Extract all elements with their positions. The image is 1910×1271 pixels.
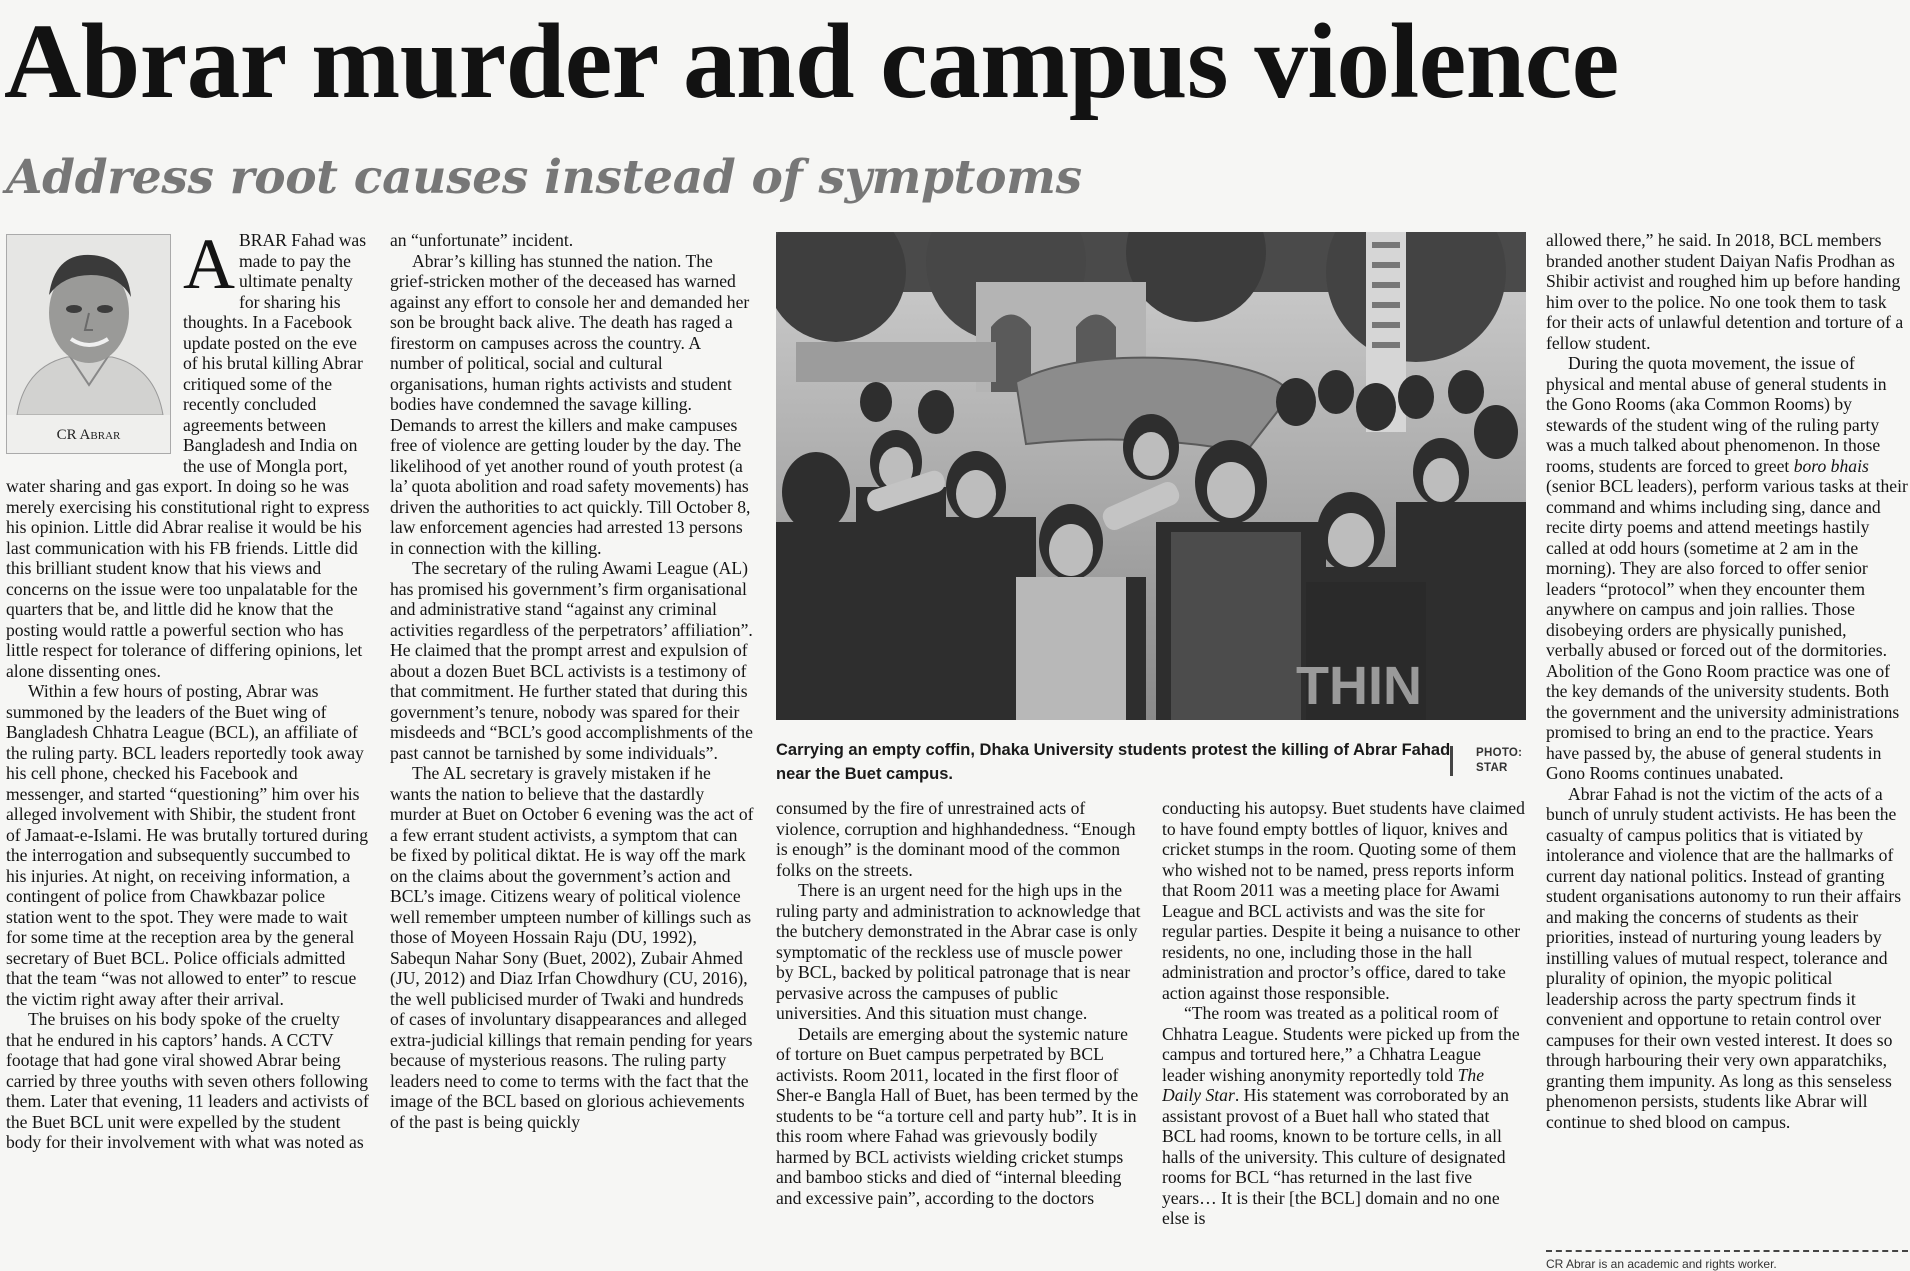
italic-term: boro bhais <box>1793 455 1869 476</box>
svg-text:THIN: THIN <box>1296 656 1422 716</box>
paragraph: an “unfortunate” incident. <box>390 230 574 250</box>
paragraph: The bruises on his body spoke of the cruelty that he endured in his captors’ hands. A CCTV footage that had gone viral showed Abrar being carried by three youths with seven others following them. Later that evening, 11 leaders and activists of the Buet BCL unit were expelled by the student body for their involvement with what was noted as <box>6 1009 369 1152</box>
paragraph: allowed there,” he said. In 2018, BCL members branded another student Daiyan Nafis Prodhan as Shibir activist and roughed him up before handing him over to the police. No one took them to task for their acts of unlawful detention and torture of a fellow student. <box>1546 230 1904 353</box>
paragraph-text: “The room was treated as a political room of Chhatra League. Students were picked up from the campus and tortured here,” a Chhatra League leader wishing anonymity reportedly told <box>1162 1003 1520 1085</box>
author-name: CR Abrar <box>56 426 121 443</box>
paragraph: conducting his autopsy. Buet students have claimed to have found empty bottles of liquor, knives and cricket stumps in the room. Quoting some of them who wished not to be named, press reports inform that Room 2011 was a meeting place for Awami League and BCL activists and was the site for regular parties. Despite it being a nuisance to other residents, no one, including those in the hall administration and proctor’s office, dared to take action against those responsible. <box>1162 798 1525 1003</box>
coffin-procession-image-icon <box>776 232 1526 720</box>
article-column-2 <box>390 230 754 1262</box>
paragraph: Abrar Fahad is not the victim of the acts of a bunch of unruly student activists. He has been the casualty of campus politics that is vitiated by intolerance and violence that are the hallmarks of current day national politics. Instead of granting student organisations autonomy to run their affairs and making the concerns of students as their priorities, instead of nurturing young leaders by instilling values of mutual respect, tolerance and plurality of opinion, the myopic political leadership across the party spectrum finds it convenient and opportune to retain control over campuses for their own vested interest. It does so through harbouring their very own apparatchiks, granting them impunity. As long as this senseless phenomenon persists, students like Abrar will continue to shed blood on campus. <box>1546 783 1902 1132</box>
paragraph: BRAR Fahad was made to pay the ultimate penalty for sharing his thoughts. In a Facebook update posted on the eve of his brutal killing Abrar critiqued some of the recently concluded agreements between Bangladesh and India on the use of Mongla port, water sharing and gas export. In doing so he was merely exercising his constitutional right to express his opinion. Little did Abrar realise it would be his last communication with his FB friends. Little did this brilliant student know that his views and concerns on the issue were too unpalatable for the quarters that be, and little did he know that the posting would rattle a powerful section who has little respect for tolerance of differing opinions, let alone dissenting ones. <box>6 230 370 681</box>
paragraph: Details are emerging about the systemic nature of torture on Buet campus perpetrated by BCL activists. Room 2011, located in the first floor of Sher-e Bangla Hall of Buet, has been termed by the students to be “a torture cell and party hub”. It is in this room where Fahad was grievously bodily harmed by BCL activists wielding cricket stumps and bamboo sticks and died of “internal bleeding and excessive pain”, according to the doctors <box>776 1023 1139 1208</box>
paragraph: consumed by the fire of unrestrained acts of violence, corruption and highhandedness. “Enough is enough” is the dominant mood of the common folks on the streets. <box>776 798 1136 880</box>
paragraph-text: (senior BCL leaders), perform various tasks at their command and whims including sing, dance and recite dirty poems and attend meetings hastily called at odd hours (sometime at 2 am in the morning). They are also forced to offer senior leaders “protocol” when they encounter them anywhere on campus and join rallies. Those disobeying orders are physically punished, verbally abused or forced out of the dormitories. Abolition of the Gono Room practice was one of the key demands of the university students. Both the government and the university administrations promised to bring an end to the practice. Years have passed by, the abuse of general students in Gono Rooms continues unabated. <box>1546 476 1908 783</box>
headline: Abrar murder and campus violence <box>4 3 1619 121</box>
paragraph: Abrar’s killing has stunned the nation. The grief-stricken mother of the deceased has warned against any effort to console her and demanded her son be brought back alive. The death has raged a firestorm on campuses across the country. A number of political, social and cultural organisations, human rights activists and student bodies have condemned the savage killing. Demands to arrest the killers and make campuses free of violence are getting louder by the day. The likelihood of yet another round of youth protest (a la’ quota abolition and road safety movements) has driven the authorities to act quickly. Till October 8, law enforcement agencies had arrested 13 persons in connection with the killing. <box>390 250 751 558</box>
drop-cap: A <box>183 230 235 304</box>
paragraph <box>1162 1003 1526 1229</box>
article-column-5 <box>1546 230 1908 1246</box>
subheadline: Address root causes instead of symptoms <box>6 150 1082 205</box>
paragraph: There is an urgent need for the high ups in the ruling party and administration to acknowledge that the butchery demonstrated in the Abrar case is only symptomatic of the reckless use of muscle power by BCL, backed by political patronage that is near pervasive across the campuses of public universities. And this situation must change. <box>776 880 1141 1023</box>
author-bio: CR Abrar is an academic and rights worker. <box>1546 1257 1777 1271</box>
article-column-3 <box>776 798 1142 1262</box>
protest-photo <box>776 232 1526 720</box>
article-column-4 <box>1162 798 1526 1262</box>
paragraph: The AL secretary is gravely mistaken if he wants the nation to believe that the dastardly murder at Buet on October 6 evening was the act of a few errant student activists, a symptom that can be fixed by political diktat. He is way off the mark on the claims about the government’s action and BCL’s image. Citizens weary of political violence well remember umpteen number of killings such as those of Moyeen Hossain Raju (DU, 1992), Sabequn Nahar Sony (Buet, 2002), Zubair Ahmed (JU, 2012) and Diaz Irfan Chowdhury (CU, 2016), the well publicised murder of Twaki and hundreds of cases of involuntary disappearances and alleged extra-judicial killings that remain pending for years because of mysterious reasons. The ruling party leaders need to come to terms with the fact that the image of the BCL based on glorious achievements of the past is being quickly <box>390 763 754 1132</box>
credit-divider <box>1450 746 1453 776</box>
paragraph: The secretary of the ruling Awami League (AL) has promised his government’s firm organisational and administrative stand “against any criminal activities regardless of the perpetrators’ affiliation”. He claimed that the prompt arrest and expulsion of about a dozen Buet BCL activists is a testimony of that commitment. He further stated that during this government’s tenure, nobody was spared for their misdeeds and “BCL’s good accomplishments of the past cannot be tarnished by some individuals”. <box>390 558 753 763</box>
paragraph-text: During the quota movement, the issue of physical and mental abuse of general students in the Gono Rooms (aka Common Rooms) by stewards of the student wing of the ruling party was a much talked about phenomenon. In those rooms, students are forced to greet <box>1546 353 1887 476</box>
newspaper-name: The Daily Star <box>1162 1064 1484 1105</box>
paragraph-text: . His statement was corroborated by an assistant provost of a Buet hall who stated that BCL had rooms, known to be torture cells, in all halls of the university. This culture of designated rooms for BCL “has returned in the last five years… It is their [the BCL] domain and no one else is <box>1162 1085 1509 1228</box>
photo-credit <box>1476 746 1526 776</box>
photo-caption: Carrying an empty coffin, Dhaka University students protest the killing of Abrar Fahad near the Buet campus. <box>776 741 1451 783</box>
photo-credit-source: STAR <box>1476 762 1508 774</box>
paragraph <box>1546 353 1908 784</box>
author-photo <box>6 234 171 454</box>
paragraph: Within a few hours of posting, Abrar was summoned by the leaders of the Buet wing of Bangladesh Chhatra League (BCL), an affiliate of the ruling party. BCL leaders reportedly took away his cell phone, checked his Facebook and messenger, and started “questioning” him over his alleged involvement with Shibir, the student front of Jamaat-e-Islami. He was brutally tortured during the interrogation and subsequently succumbed to his injuries. At night, on receiving information, a contingent of police from Chawkbazar police station went to the spot. They were made to wait for some time at the reception area by the general secretary of Buet BCL. Police officials admitted that the team “was not allowed to enter” to rescue the victim right away after their arrival. <box>6 681 369 1009</box>
article-column-1 <box>6 230 370 1262</box>
photo-credit-label: PHOTO: <box>1476 747 1523 759</box>
bio-divider <box>1546 1250 1908 1252</box>
author-portrait-icon <box>7 235 170 415</box>
